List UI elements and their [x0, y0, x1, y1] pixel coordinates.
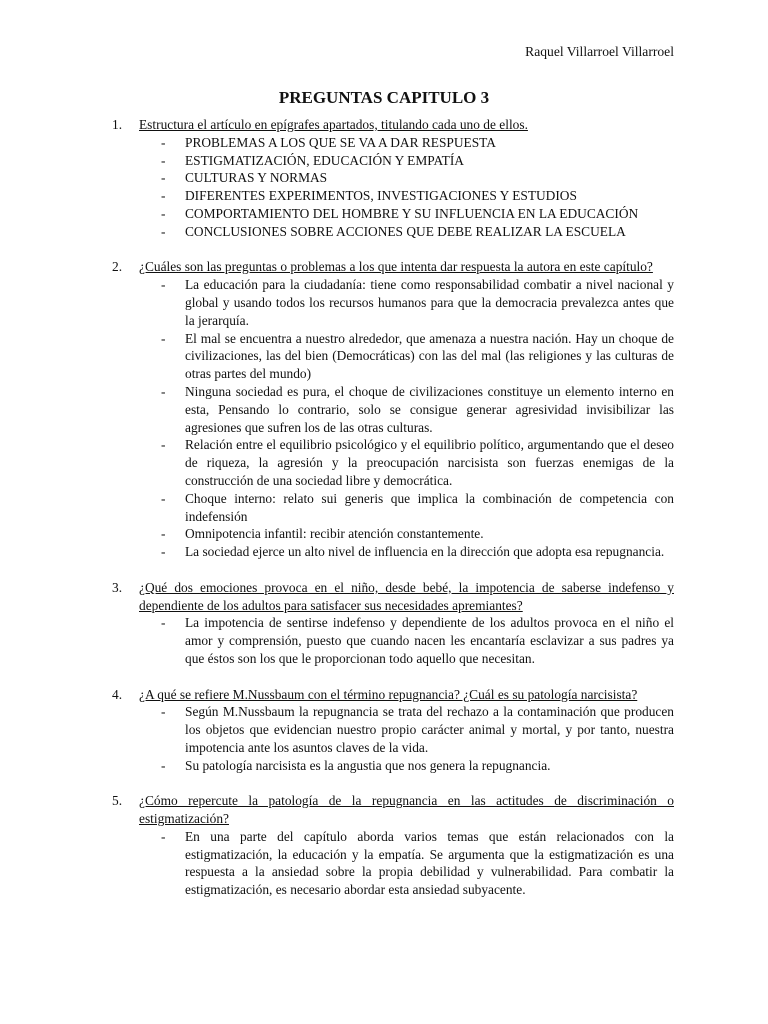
answer-text: El mal se encuentra a nuestro alrededor, que amenaza a nuestra nación. Hay un choque de civilizaciones, las del bien (Democráticas) con las del mal (las religiones y las culturas de otras partes del mundo)	[185, 330, 674, 382]
dash-bullet: -	[161, 330, 166, 346]
answer-list	[139, 276, 674, 561]
dash-bullet: -	[161, 544, 166, 560]
dash-bullet: -	[161, 170, 166, 186]
dash-bullet: -	[161, 615, 166, 631]
answer-text: Relación entre el equilibrio psicológico y el equilibrio político, argumentando que el deseo de riqueza, la agresión y la preocupación narcisista son fuerzas enemigas de la construcción de una sociedad libre y democrática.	[185, 437, 674, 488]
answer-text: CULTURAS Y NORMAS	[185, 170, 328, 186]
answer-text: COMPORTAMIENTO DEL HOMBRE Y SU INFLUENCIA EN LA EDUCACIÓN	[185, 205, 639, 221]
dash-bullet: -	[161, 152, 166, 168]
question-item	[112, 116, 674, 241]
answer-item	[139, 614, 674, 667]
answer-text: CONCLUSIONES SOBRE ACCIONES QUE DEBE REALIZAR LA ESCUELA	[185, 223, 626, 239]
question-item	[112, 792, 674, 899]
answer-item	[139, 205, 674, 223]
question-item	[112, 258, 674, 561]
question-number: 2.	[112, 259, 123, 275]
dash-bullet: -	[161, 188, 166, 204]
answer-text: PROBLEMAS A LOS QUE SE VA A DAR RESPUESTA	[185, 134, 496, 150]
question-number: 1.	[112, 117, 123, 132]
answer-item	[139, 703, 674, 756]
question-item	[112, 579, 674, 668]
answer-item	[139, 330, 674, 383]
answer-text: Según M.Nussbaum la repugnancia se trata del rechazo a la contaminación que producen los objetos que evidencian nuestro propio carácter animal y mortal, y por tanto, nuestra impotencia ante los asuntos claves de la vida.	[185, 704, 674, 755]
answer-item	[139, 543, 674, 561]
question-text: ¿Qué dos emociones provoca en el niño, desde bebé, la impotencia de saberse indefenso y dependiente de los adultos para satisfacer sus necesidades apremiantes?	[139, 579, 674, 613]
dash-bullet: -	[161, 757, 166, 773]
dash-bullet: -	[161, 490, 166, 506]
dash-bullet: -	[161, 526, 166, 542]
answer-item	[139, 223, 674, 241]
answer-item	[139, 383, 674, 436]
answer-text: La sociedad ejerce un alto nivel de influencia en la dirección que adopta esa repugnancia.	[185, 544, 665, 560]
dash-bullet: -	[161, 383, 166, 399]
answer-text: Ninguna sociedad es pura, el choque de civilizaciones constituye un elemento interno en esta, Pensando lo contrario, solo se consigue generar agresividad invisibilizar las agresiones que sufren los de las otras culturas.	[185, 383, 674, 435]
dash-bullet: -	[161, 205, 166, 221]
answer-item	[139, 490, 674, 526]
dash-bullet: -	[161, 223, 166, 239]
answer-item	[139, 525, 674, 543]
answer-text: Choque interno: relato sui generis que implica la combinación de competencia con indefensión	[185, 490, 674, 524]
answer-list	[139, 828, 674, 899]
dash-bullet: -	[161, 704, 166, 720]
question-text: ¿Cómo repercute la patología de la repugnancia en las actitudes de discriminación o estigmatización?	[139, 793, 674, 827]
answer-text: DIFERENTES EXPERIMENTOS, INVESTIGACIONES Y ESTUDIOS	[185, 188, 577, 204]
question-text: ¿A qué se refiere M.Nussbaum con el término repugnancia? ¿Cuál es su patología narcisista?	[139, 686, 638, 702]
question-number: 4.	[112, 686, 123, 702]
question-number: 3.	[112, 579, 123, 595]
answer-item	[139, 757, 674, 775]
answer-item	[139, 828, 674, 899]
answer-item	[139, 276, 674, 329]
answer-text: Omnipotencia infantil: recibir atención constantemente.	[185, 526, 484, 542]
question-list	[112, 116, 674, 917]
dash-bullet: -	[161, 437, 166, 453]
author-name: Raquel Villarroel Villarroel	[525, 44, 674, 59]
dash-bullet: -	[161, 134, 166, 150]
page-title: PREGUNTAS CAPITULO 3	[278, 88, 490, 107]
answer-text: La impotencia de sentirse indefenso y dependiente de los adultos provoca en el niño el amor y comprensión, puesto que cuando nacen les encantaría esclavizar a sus padres ya que éstos son los que le proporcionan todo aquello que necesitan.	[185, 615, 674, 666]
question-text: Estructura el artículo en epígrafes apartados, titulando cada uno de ellos.	[139, 117, 528, 132]
answer-text: Su patología narcisista es la angustia que nos genera la repugnancia.	[185, 757, 551, 773]
question-number: 5.	[112, 793, 123, 809]
answer-text: La educación para la ciudadanía: tiene como responsabilidad combatir a nivel nacional y global y usando todos los recursos humanos para que la democracia prevalezca antes que la jerarquía.	[185, 277, 674, 328]
dash-bullet: -	[161, 828, 166, 844]
answer-text: ESTIGMATIZACIÓN, EDUCACIÓN Y EMPATÍA	[185, 152, 464, 168]
answer-item	[139, 436, 674, 489]
question-text: ¿Cuáles son las preguntas o problemas a los que intenta dar respuesta la autora en este capítulo?	[139, 259, 653, 275]
answer-list	[139, 703, 674, 774]
answer-item	[139, 134, 674, 152]
answer-text: En una parte del capítulo aborda varios temas que están relacionados con la estigmatización, la educación y la empatía. Se argumenta que la estigmatización es una respuesta a la ansiedad sobre la propia debilidad y vulnerabilidad. Para combatir la estigmatización, es necesario abordar esta ansiedad subyacente.	[185, 828, 674, 898]
answer-item	[139, 169, 674, 187]
answer-list	[139, 614, 674, 667]
answer-item	[139, 187, 674, 205]
answer-item	[139, 152, 674, 170]
dash-bullet: -	[161, 277, 166, 293]
answer-list	[139, 134, 674, 241]
question-item	[112, 686, 674, 775]
